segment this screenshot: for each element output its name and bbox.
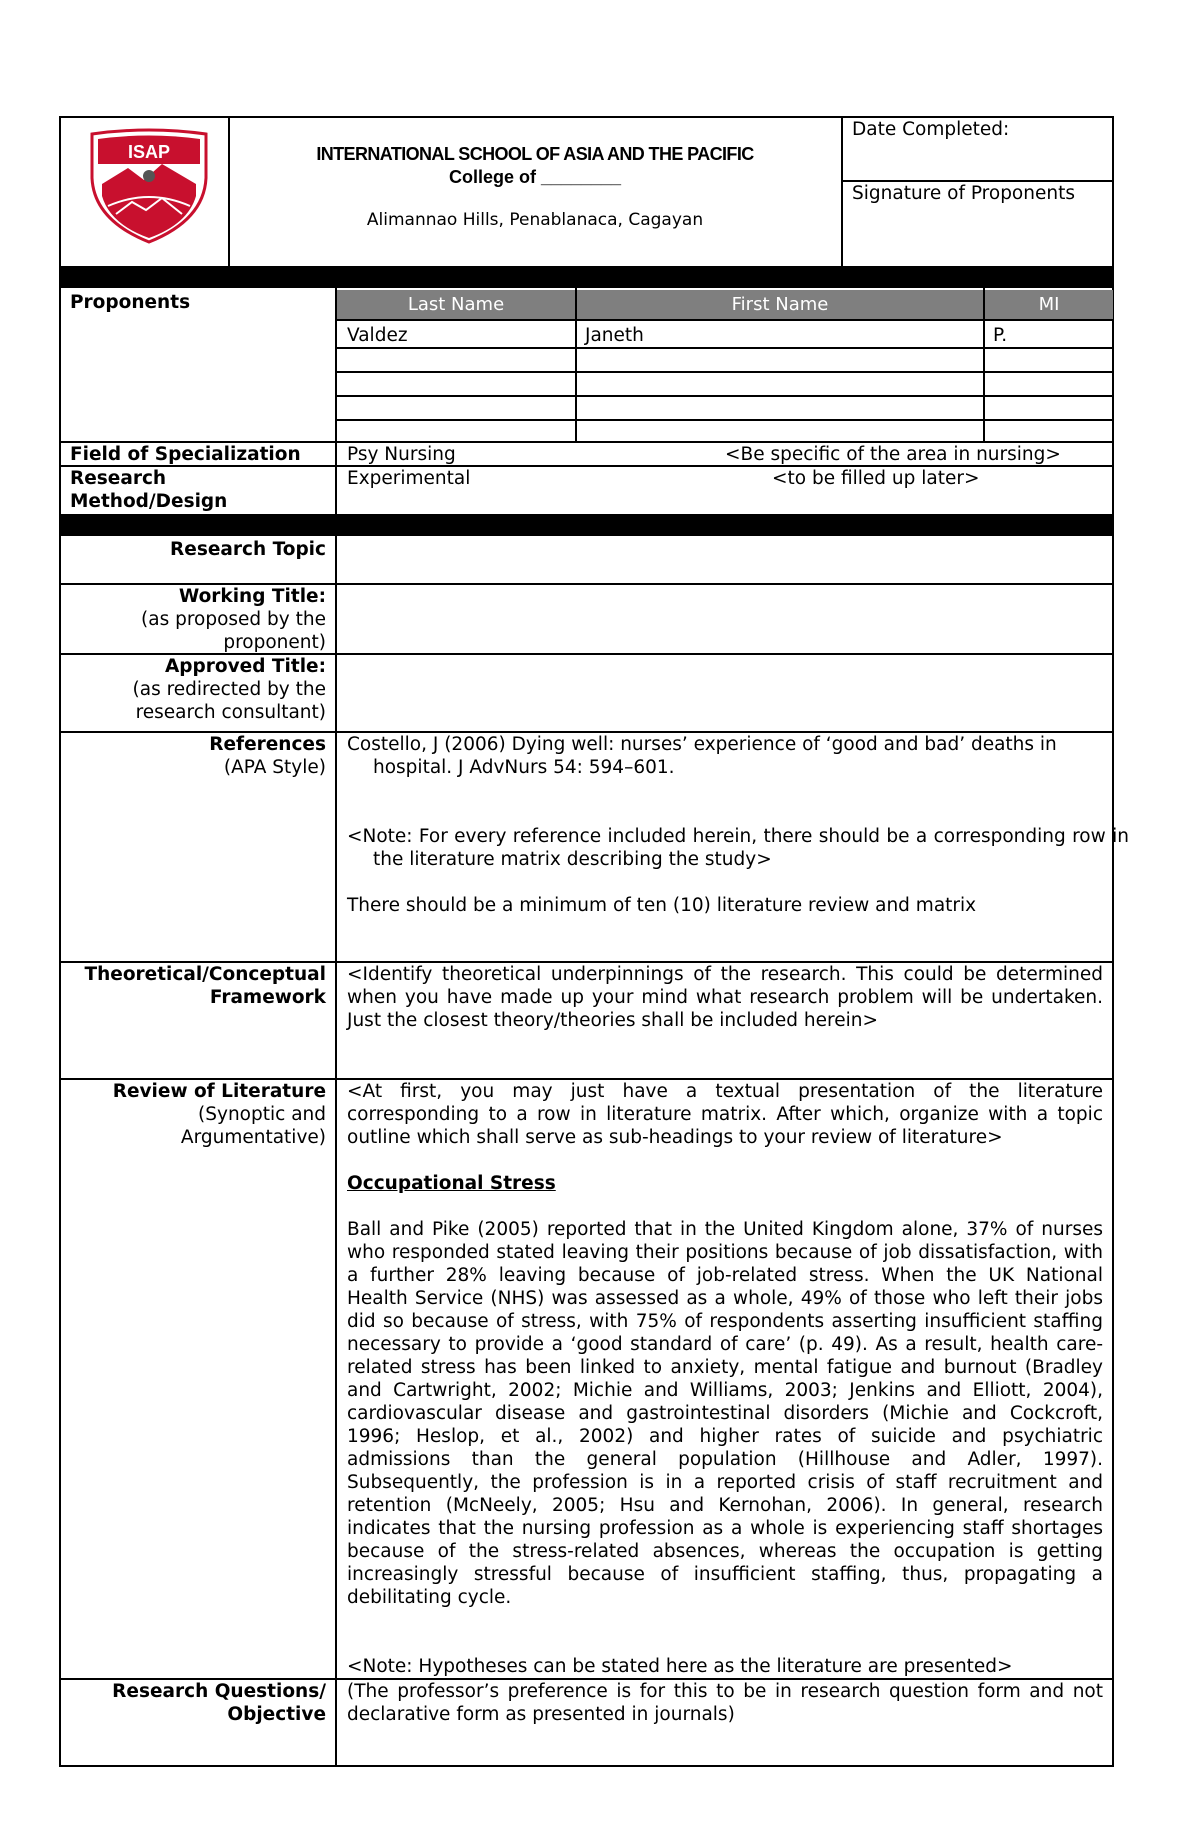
- references-sublabel: (APA Style): [223, 757, 326, 778]
- method-value: Experimental: [347, 468, 471, 489]
- review-label: Review of Literature: [112, 1081, 326, 1102]
- working-title-block: [70, 585, 326, 654]
- questions-text: (The professor’s preference is for this to be in research question form and not declarative form as presented in journals): [347, 1681, 1103, 1725]
- date-completed-label: Date Completed:: [852, 119, 1010, 140]
- review-subheading: Occupational Stress: [347, 1173, 556, 1194]
- framework-label-text: Theoretical/Conceptual Framework: [84, 964, 326, 1008]
- section-band-middle: [60, 514, 1113, 536]
- section-band-top: [60, 266, 1113, 288]
- school-address: Alimannao Hills, Penablanaca, Cagayan: [366, 210, 704, 230]
- header-divider-right: [841, 117, 843, 266]
- logo-text: ISAP: [127, 142, 170, 162]
- col-first-name: First Name: [577, 290, 983, 319]
- reference-note: <Note: For every reference included herein, there should be a corresponding row in the literature matrix describing the study>: [347, 826, 1129, 870]
- school-name: INTERNATIONAL SCHOOL OF ASIA AND THE PACIFIC: [316, 144, 754, 164]
- proponent-last-name: Valdez: [347, 325, 408, 346]
- reference-citation: Costello, J (2006) Dying well: nurses’ experience of ‘good and bad’ deaths in hospital. J AdvNurs 54: 594–601.: [347, 734, 1057, 778]
- proponent-row-line: [337, 371, 1113, 373]
- proponent-mi: P.: [993, 325, 1008, 346]
- references-label: References: [209, 734, 326, 755]
- review-intro: <At first, you may just have a textual presentation of the literature corresponding to a row in literature matrix. After which, organize with a topic outline which shall serve as sub-headings to your review of literature>: [347, 1081, 1103, 1148]
- label-column-divider: [335, 266, 337, 1766]
- framework-text: <Identify theoretical underpinnings of the research. This could be determined when you have made up your mind what research problem will be undertaken. Just the closest theory/theories shall be included herein>: [347, 964, 1103, 1031]
- references-block: [70, 733, 326, 779]
- working-title-sublabel: (as proposed by the proponent): [141, 609, 326, 653]
- reference-minimum: There should be a minimum of ten (10) literature review and matrix: [347, 895, 977, 916]
- field-note: <Be specific of the area in nursing>: [725, 444, 1061, 465]
- approved-title-label: Approved Title:: [164, 656, 326, 677]
- field-value: Psy Nursing: [347, 444, 456, 465]
- col-mi: MI: [985, 290, 1113, 319]
- working-title-label: Working Title:: [178, 586, 326, 607]
- review-sublabel: (Synoptic and Argumentative): [180, 1104, 326, 1148]
- proponent-row-line: [337, 395, 1113, 397]
- review-body: Ball and Pike (2005) reported that in the United Kingdom alone, 37% of nurses who responded stated leaving their positions because of job dissatisfaction, with a further 28% leaving because of job-related stress. When the UK National Health Service (NHS) was assessed as a whole, 49% of those who left their jobs did so because of stress, with 75% of respondents asserting insufficient staffing necessary to provide a ‘good standard of care’ (p. 49). As a result, health care-related stress has been linked to anxiety, mental fatigue and burnout (Bradley and Cartwright, 2002; Michie and Williams, 2003; Jenkins and Elliott, 2004), cardiovascular disease and gastrointestinal disorders (Michie and Cockcroft, 1996; Heslop, et al., 2002) and higher rates of suicide and psychiatric admissions than the general population (Hillhouse and Adler, 1997). Subsequently, the profession is in a reported crisis of staff recruitment and retention (McNeely, 2005; Hsu and Kernohan, 2006). In general, research indicates that the nursing profession as a whole is experiencing staff shortages because of the stress-related absences, whereas the occupation is getting increasingly stressful because of insufficient staffing, thus, propagating a debilitating cycle.: [347, 1219, 1103, 1608]
- topic-label: Research Topic: [170, 539, 326, 560]
- col-last-name: Last Name: [337, 290, 575, 319]
- proponent-row-line: [337, 419, 1113, 421]
- method-label: Research Method/Design: [70, 468, 228, 512]
- college-label: College of ________: [448, 167, 622, 187]
- signature-label: Signature of Proponents: [852, 183, 1075, 204]
- questions-label: Research Questions/ Objective: [112, 1681, 326, 1725]
- review-note: <Note: Hypotheses can be stated here as the literature are presented>: [347, 1656, 1013, 1677]
- field-label: Field of Specialization: [70, 444, 301, 465]
- approved-title-sublabel: (as redirected by the research consultant): [132, 679, 326, 723]
- approved-title-block: [70, 655, 326, 724]
- proponent-row-line: [337, 319, 1113, 321]
- school-logo: [88, 128, 210, 244]
- proponent-row-line: [337, 347, 1113, 349]
- framework-label: [70, 963, 326, 1009]
- review-block: [70, 1080, 326, 1149]
- method-note: <to be filled up later>: [772, 468, 980, 489]
- header-divider-logo: [228, 117, 230, 266]
- proponents-label: Proponents: [70, 292, 191, 313]
- proponent-first-name: Janeth: [585, 325, 644, 346]
